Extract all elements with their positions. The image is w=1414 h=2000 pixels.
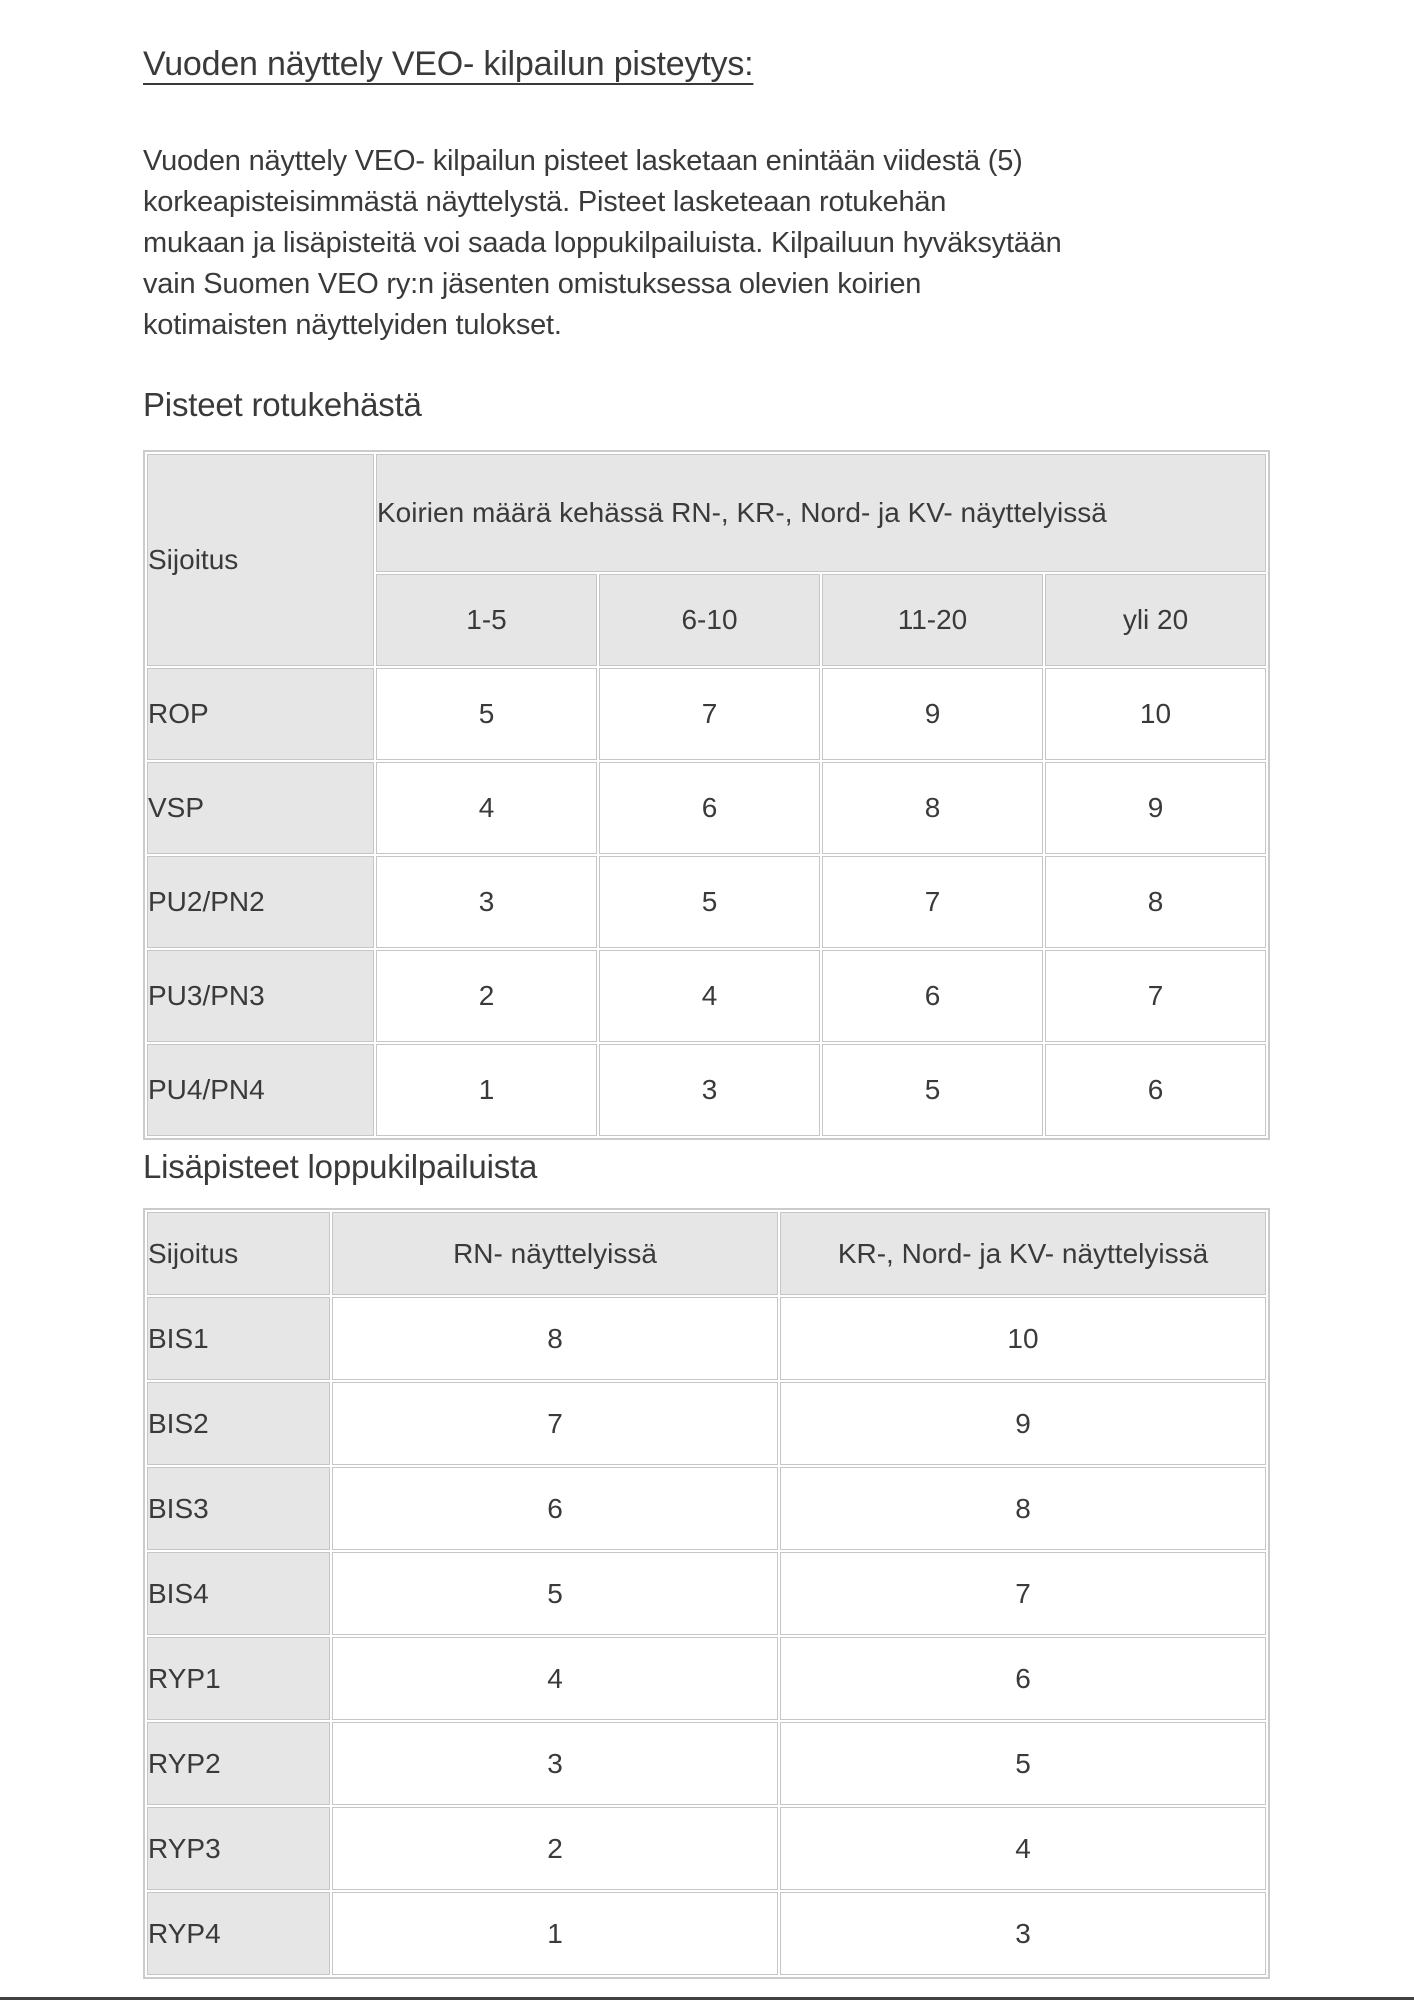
cell: 6 (599, 762, 820, 854)
intro-paragraph (143, 141, 1270, 346)
cell: 8 (780, 1467, 1266, 1550)
table-row (147, 950, 1266, 1042)
cell: 8 (1045, 856, 1266, 948)
table-row (147, 762, 1266, 854)
cell: 3 (599, 1044, 820, 1136)
corner-header-cell: Sijoitus (147, 454, 374, 666)
column-header: 1-5 (376, 574, 597, 666)
cell: 6 (780, 1637, 1266, 1720)
cell: 3 (376, 856, 597, 948)
cell: 6 (1045, 1044, 1266, 1136)
cell: 10 (780, 1297, 1266, 1380)
table-row (147, 1382, 1266, 1465)
cell: 5 (599, 856, 820, 948)
intro-line: mukaan ja lisäpisteitä voi saada loppukilpailuista. Kilpailuun hyväksytään (143, 227, 1062, 259)
cell: 5 (780, 1722, 1266, 1805)
corner-header-cell: Sijoitus (147, 1212, 330, 1295)
table-row (147, 1722, 1266, 1805)
row-label: PU4/PN4 (147, 1044, 374, 1136)
row-label: RYP1 (147, 1637, 330, 1720)
row-label: RYP3 (147, 1807, 330, 1890)
cell: 9 (1045, 762, 1266, 854)
column-header: KR-, Nord- ja KV- näyttelyissä (780, 1212, 1266, 1295)
table-row (147, 1637, 1266, 1720)
table-row (147, 668, 1266, 760)
column-header: 11-20 (822, 574, 1043, 666)
table-row (147, 856, 1266, 948)
intro-line: kotimaisten näyttelyiden tulokset. (143, 309, 562, 341)
intro-line: Vuoden näyttely VEO- kilpailun pisteet lasketaan enintään viidestä (5) (143, 145, 1023, 177)
row-label: RYP2 (147, 1722, 330, 1805)
final-competition-points-table (143, 1208, 1270, 1979)
page-title: Vuoden näyttely VEO- kilpailun pisteytys: (143, 45, 754, 83)
row-label: BIS2 (147, 1382, 330, 1465)
intro-line: korkeapisteisimmästä näyttelystä. Pisteet lasketeaan rotukehän (143, 186, 947, 218)
table-row (147, 1467, 1266, 1550)
column-header: yli 20 (1045, 574, 1266, 666)
row-label: BIS1 (147, 1297, 330, 1380)
row-label: ROP (147, 668, 374, 760)
cell: 8 (332, 1297, 778, 1380)
section-heading-ring-points: Pisteet rotukehästä (143, 386, 422, 423)
row-label: VSP (147, 762, 374, 854)
table-row (147, 1297, 1266, 1380)
cell: 5 (332, 1552, 778, 1635)
cell: 3 (332, 1722, 778, 1805)
table-row (147, 1552, 1266, 1635)
cell: 7 (1045, 950, 1266, 1042)
row-label: RYP4 (147, 1892, 330, 1975)
section-heading-final-competition-points: Lisäpisteet loppukilpailuista (143, 1148, 538, 1185)
row-label: BIS3 (147, 1467, 330, 1550)
cell: 2 (332, 1807, 778, 1890)
group-header-cell: Koirien määrä kehässä RN-, KR-, Nord- ja KV- näyttelyissä (376, 454, 1266, 572)
table-row (147, 1044, 1266, 1136)
table-header-row (147, 1212, 1266, 1295)
cell: 1 (376, 1044, 597, 1136)
cell: 4 (780, 1807, 1266, 1890)
cell: 6 (822, 950, 1043, 1042)
cell: 7 (599, 668, 820, 760)
row-label: PU3/PN3 (147, 950, 374, 1042)
cell: 4 (332, 1637, 778, 1720)
cell: 8 (822, 762, 1043, 854)
cell: 6 (332, 1467, 778, 1550)
cell: 9 (780, 1382, 1266, 1465)
cell: 1 (332, 1892, 778, 1975)
cell: 10 (1045, 668, 1266, 760)
cell: 4 (376, 762, 597, 854)
row-label: PU2/PN2 (147, 856, 374, 948)
cell: 7 (332, 1382, 778, 1465)
cell: 2 (376, 950, 597, 1042)
column-header: RN- näyttelyissä (332, 1212, 778, 1295)
table-row (147, 1892, 1266, 1975)
cell: 4 (599, 950, 820, 1042)
ring-points-table (143, 450, 1270, 1140)
cell: 9 (822, 668, 1043, 760)
intro-line: vain Suomen VEO ry:n jäsenten omistuksessa olevien koirien (143, 268, 922, 300)
cell: 5 (376, 668, 597, 760)
cell: 7 (780, 1552, 1266, 1635)
table-row (147, 1807, 1266, 1890)
cell: 7 (822, 856, 1043, 948)
row-label: BIS4 (147, 1552, 330, 1635)
column-header: 6-10 (599, 574, 820, 666)
table-header-row (147, 454, 1266, 572)
cell: 5 (822, 1044, 1043, 1136)
cell: 3 (780, 1892, 1266, 1975)
